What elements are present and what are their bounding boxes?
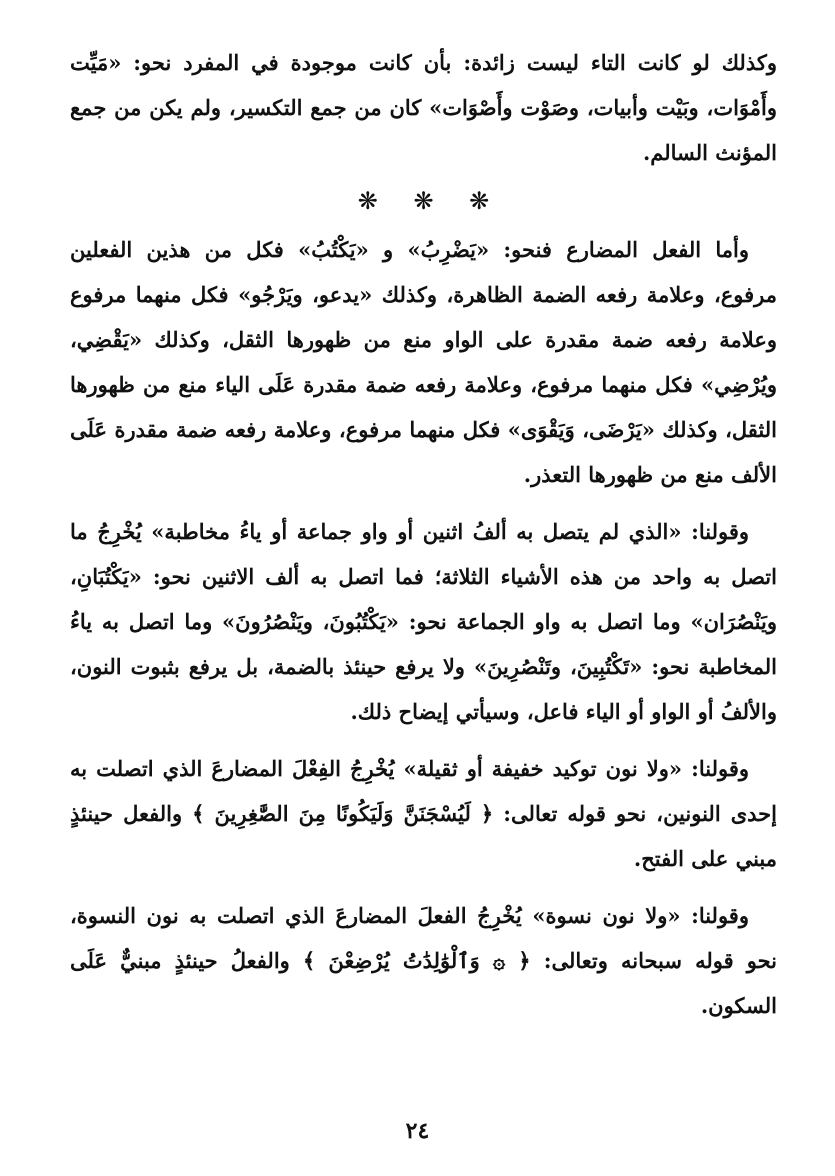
paragraph-dual-plural-suffixes: وقولنا: «الذي لم يتصل به ألفُ اثنين أو واو جماعة أو ياءُ مخاطبة» يُخْرِجُ ما اتصل به واحد من هذه الأشياء الثلاثة؛ فما اتصل به ألف الاثنين نحو: «يَكْتُبَانِ، ويَنْصُرَان» وما اتصل به واو الجماعة نحو: «يَكْتُبُونَ، ويَنْصُرُونَ» وما اتصل به ياءُ المخاطبة نحو: «تَكْتُبِينَ، وتَنْصُرِينَ» ولا يرفع حينئذ بالضمة، بل يرفع بثبوت النون، والألفُ أو الواو أو الياء فاعل، وسيأتي إيضاح ذلك. [70, 519, 777, 724]
page-body [70, 40, 777, 1176]
page-number: ٢٤ [405, 1118, 430, 1144]
star-ornament: ❋ [469, 187, 490, 215]
star-ornament: ❋ [413, 187, 434, 215]
star-ornament: ❋ [357, 187, 378, 215]
paragraph-feminine-nun: وقولنا: «ولا نون نسوة» يُخْرِجُ الفعلَ المضارعَ الذي اتصلت به نون النسوة، نحو قوله سبحانه وتعالى: ﴿ ۞ وَٱلْوَٰلِدَٰتُ يُرْضِعْنَ ﴾ والفعلُ حينئذٍ مبنيٌّ عَلَى السكون. [70, 903, 777, 1018]
paragraph-plural-note: وكذلك لو كانت التاء ليست زائدة: بأن كانت موجودة في المفرد نحو: «مَيِّت وأَمْوَات، وبَيْت وأبيات، وصَوْت وأَصْوَات» كان من جمع التكسير، ولم يكن من جمع المؤنث السالم. [70, 50, 777, 165]
paragraph-emphasis-nun: وقولنا: «ولا نون توكيد خفيفة أو ثقيلة» يُخْرِجُ الفِعْلَ المضارعَ الذي اتصلت به إحدى النونين، نحو قوله تعالى: ﴿ لَيُسْجَنَنَّ وَلَيَكُونًا مِنَ الصَّٰغِرِينَ ﴾ والفعل حينئذٍ مبني على الفتح. [70, 756, 777, 871]
paragraph-present-verb: وأما الفعل المضارع فنحو: «يَضْرِبُ» و «يَكْتُبُ» فكل من هذين الفعلين مرفوع، وعلامة رفعه الضمة الظاهرة، وكذلك «يدعو، ويَرْجُو» فكل منهما مرفوع وعلامة رفعه ضمة مقدرة على الواو منع من ظهورها الثقل، وكذلك «يَقْضِي، ويُرْضِي» فكل منهما مرفوع، وعلامة رفعه ضمة مقدرة عَلَى الياء منع من ظهورها الثقل، وكذلك «يَرْضَى، وَيَقْوَى» فكل منهما مرفوع، وعلامة رفعه ضمة مقدرة عَلَى الألف منع من ظهورها التعذر. [70, 237, 777, 487]
section-separator [70, 175, 777, 227]
